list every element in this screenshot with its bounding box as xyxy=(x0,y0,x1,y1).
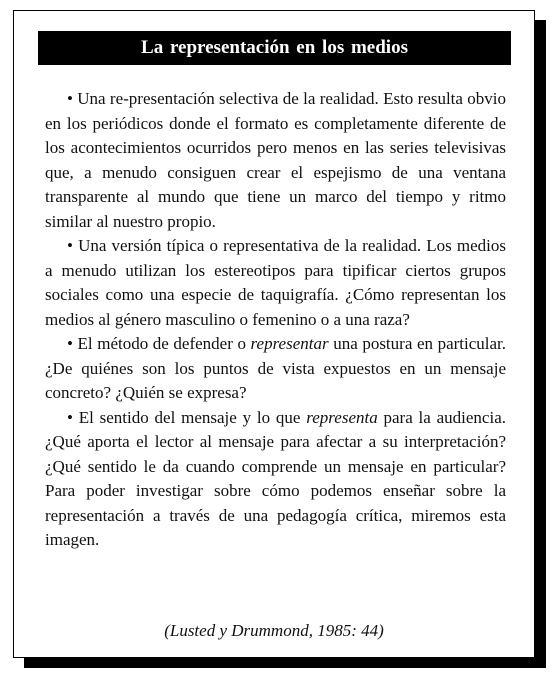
paragraph-3-text-after: una postura en particular. ¿De quiénes son los puntos de vista expuestos en un mensaje concreto? ¿Quién se expresa? xyxy=(45,334,507,402)
box-title: La representación en los medios xyxy=(38,31,511,65)
paragraph-3 xyxy=(45,332,506,406)
paragraph-3-text: • El método de defender o xyxy=(67,334,251,353)
citation: (Lusted y Drummond, 1985: 44) xyxy=(164,621,384,640)
paragraph-2 xyxy=(45,234,506,332)
paragraph-4-italic: representa xyxy=(306,407,378,427)
paragraph-1-text: • Una re-presentación selectiva de la realidad. Esto resulta obvio en los periódicos donde el formato es completamente diferente de los acontecimientos ocurridos pero menos en las series televisivas que, a menudo consiguen crear el espejismo de una ventana transparente al mundo que tiene un marco del tiempo y ritmo similar al nuestro propio. xyxy=(45,89,506,231)
paragraph-4-text: • El sentido del mensaje y lo que xyxy=(67,407,307,427)
paragraph-4 xyxy=(45,406,506,553)
box-content xyxy=(45,87,506,553)
paragraph-4-text-after: para la audiencia. ¿Qué aporta el lector al mensaje para afectar a su interpretación? ¿Qué sentido le da cuando comprende un mensaje en particular? Para poder investigar sobre cómo podemos enseñar sobre la representación a través de una pedagogía crítica, miremos esta imagen. xyxy=(45,407,506,549)
paragraph-3-italic: representar xyxy=(250,334,329,353)
paragraph-1 xyxy=(45,87,506,234)
paragraph-2-text: • Una versión típica o representativa de la realidad. Los medios a menudo utilizan los estereotipos para tipificar ciertos grupos sociales como una especie de taquigrafía. ¿Cómo representan los medios al género masculino o femenino o a una raza? xyxy=(45,236,506,329)
text-box xyxy=(13,10,535,658)
